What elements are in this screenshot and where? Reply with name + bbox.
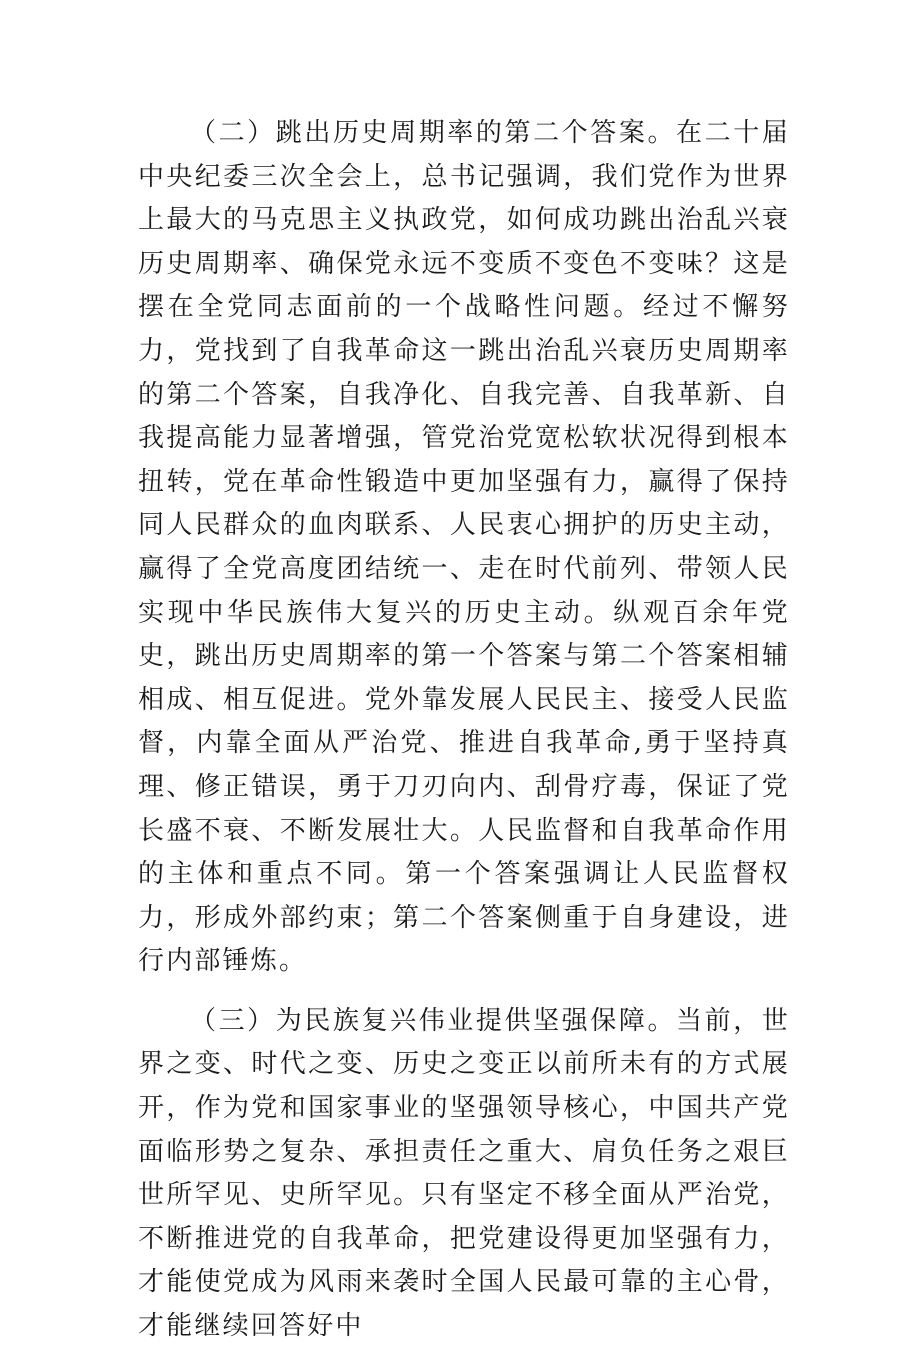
paragraph-section-two: （二）跳出历史周期率的第二个答案。在二十届中央纪委三次全会上，总书记强调，我们党作为世界上最大的马克思主义执政党，如何成功跳出治乱兴衰历史周期率、确保党永远不变质不变色不变味？这是摆在全党同志面前的一个战略性问题。经过不懈努力，党找到了自我革命这一跳出治乱兴衰历史周期率的第二个答案，自我净化、自我完善、自我革新、自我提高能力显著增强，管党治党宽松软状况得到根本扭转，党在革命性锻造中更加坚强有力，赢得了保持同人民群众的血肉联系、人民衷心拥护的历史主动，赢得了全党高度团结统一、走在时代前列、带领人民实现中华民族伟大复兴的历史主动。纵观百余年党史，跳出历史周期率的第一个答案与第二个答案相辅相成、相互促进。党外靠发展人民民主、接受人民监督，内靠全面从严治党、推进自我革命,勇于坚持真理、修正错误，勇于刀刃向内、刮骨疗毒，保证了党长盛不衰、不断发展壮大。人民监督和自我革命作用的主体和重点不同。第一个答案强调让人民监督权力，形成外部约束；第二个答案侧重于自身建设，进行内部锤炼。 (138, 118, 790, 977)
document-body (138, 112, 790, 1349)
paragraph-section-three: （三）为民族复兴伟业提供坚强保障。当前，世界之变、时代之变、历史之变正以前所未有的方式展开，作为党和国家事业的坚强领导核心，中国共产党面临形势之复杂、承担责任之重大、肩负任务之艰巨世所罕见、史所罕见。只有坚定不移全面从严治党，不断推进党的自我革命，把党建设得更加坚强有力，才能使党成为风雨来袭时全国人民最可靠的主心骨，才能继续回答好中 (138, 1005, 790, 1342)
